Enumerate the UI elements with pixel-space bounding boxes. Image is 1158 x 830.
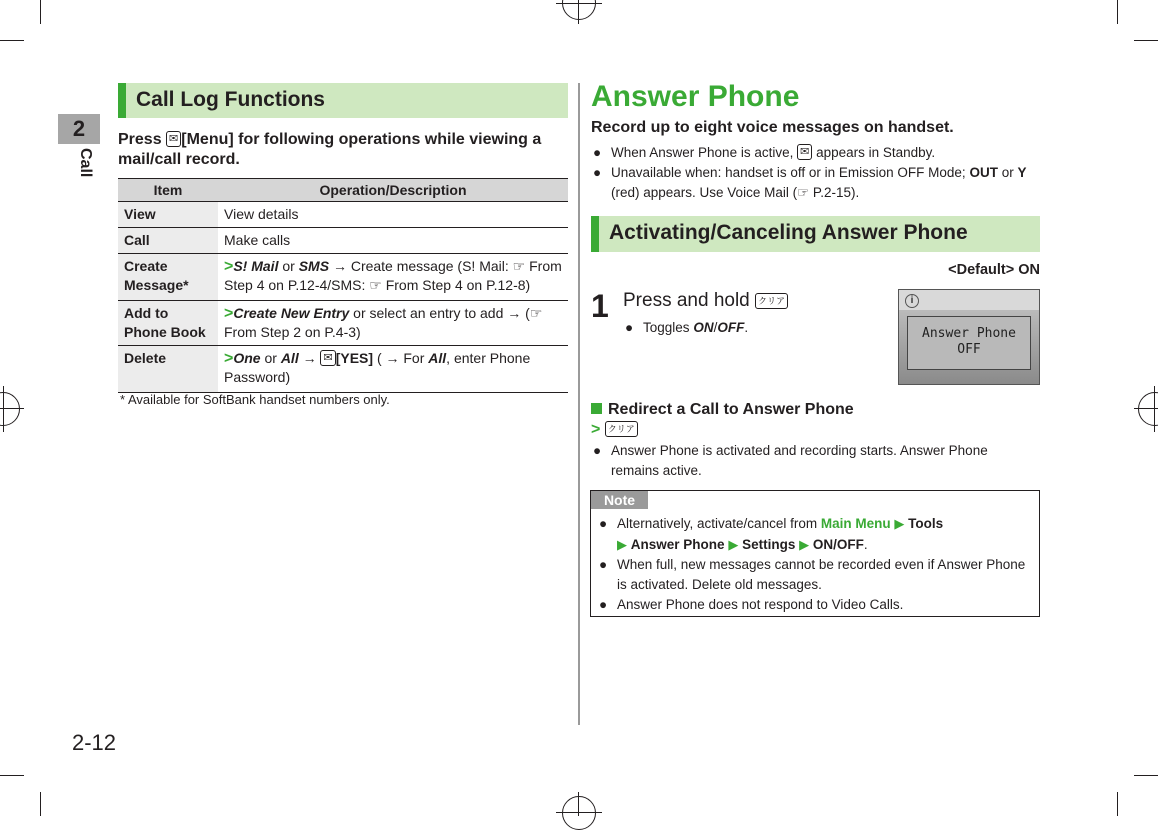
triangle-icon: ▶ <box>894 516 905 531</box>
bullet-end: . <box>744 320 749 335</box>
intro-rest: [Menu] for following operations while viewing a mail/call record. <box>118 131 542 168</box>
desc-part: SMS <box>298 258 330 274</box>
lead-text: Record up to eight voice messages on handset. <box>591 119 954 136</box>
table-row <box>118 202 568 228</box>
menu-path-onoff: ON/OFF <box>812 537 864 552</box>
clear-key-icon: クリア <box>605 421 638 437</box>
chapter-number: 2 <box>58 114 100 144</box>
row-item: Add to Phone Book <box>118 301 218 346</box>
operations-table <box>118 178 568 393</box>
bullet-text: appears in Standby. <box>816 145 936 160</box>
row-desc <box>218 254 568 301</box>
desc-part: All <box>280 350 299 366</box>
arrow-icon: > <box>224 258 234 275</box>
triangle-icon: ▶ <box>728 537 739 552</box>
square-bullet-icon <box>591 403 602 414</box>
section-title-call-log: Call Log Functions <box>118 83 568 118</box>
row-item: View <box>118 202 218 228</box>
crop-mark <box>0 775 24 776</box>
clear-key-icon: クリア <box>755 293 788 309</box>
bullet-slash: / <box>713 320 718 335</box>
redirect-step <box>591 421 638 439</box>
header-desc: Operation/Description <box>218 179 568 202</box>
step-text <box>623 290 788 312</box>
step-number: 1 <box>591 288 609 324</box>
triangle-icon: ▶ <box>617 537 627 552</box>
desc-part: or <box>282 258 295 274</box>
bullet-text: Toggles <box>643 320 690 335</box>
bullet-toggles <box>625 318 885 338</box>
header-item: Item <box>118 179 218 202</box>
crop-mark <box>1134 40 1158 41</box>
intro-text <box>118 130 558 170</box>
bullet-icon: ● <box>593 443 602 458</box>
desc-part: or select an entry to add → (☞ From Step 2 on P.4-3) <box>224 305 543 340</box>
table-row <box>118 254 568 301</box>
screen-line1: Answer Phone <box>922 326 1016 341</box>
answer-phone-indicator-icon: ✉ <box>797 144 812 160</box>
desc-part: → Create message (S! Mail: ☞ From Step 4 on P.12-4/SMS: ☞ From Step 4 on P.12-8) <box>224 258 562 293</box>
bullet-text: Answer Phone is activated and recording starts. Answer Phone remains active. <box>611 443 988 478</box>
desc-part: ( → For <box>376 350 425 366</box>
registration-mark <box>1138 392 1158 426</box>
desc-part: S! Mail <box>233 258 279 274</box>
table-row <box>118 346 568 393</box>
registration-mark <box>1154 386 1155 432</box>
row-desc: Make calls <box>218 228 568 254</box>
mail-key-icon: ✉ <box>320 350 335 366</box>
bullet-icon: ● <box>625 320 634 335</box>
note-text: When full, new messages cannot be recorded even if Answer Phone is activated. Delete old messages. <box>617 557 1026 592</box>
menu-path-settings: Settings <box>742 537 796 552</box>
redirect-title-text: Redirect a Call to Answer Phone <box>608 401 854 418</box>
bullet-text: Unavailable when: handset is off or in Emission OFF Mode; <box>611 165 966 180</box>
bullet-off: OFF <box>717 320 745 335</box>
crop-mark <box>40 792 41 816</box>
phone-screenshot <box>898 289 1040 385</box>
bullet-redirect <box>593 441 1033 481</box>
bullet-icon: ● <box>593 145 602 160</box>
desc-part: [YES] <box>335 350 374 366</box>
table-header-row <box>118 179 568 202</box>
registration-mark <box>556 3 602 4</box>
crop-mark <box>1134 775 1158 776</box>
crop-mark <box>0 40 24 41</box>
bullet-text: or <box>1001 165 1014 180</box>
row-desc <box>218 301 568 346</box>
row-desc <box>218 346 568 393</box>
note-text: Alternatively, activate/cancel from <box>617 516 818 531</box>
desc-part: , enter Phone Password) <box>224 350 531 385</box>
bullet-icon: ● <box>593 165 602 180</box>
info-icon: i <box>905 294 919 308</box>
note-box <box>590 490 1040 617</box>
note-bullet <box>599 595 1029 615</box>
bullet-icon: ● <box>599 516 608 531</box>
row-item: Create Message* <box>118 254 218 301</box>
screen-line2: OFF <box>957 342 981 357</box>
out-of-service-icon: OUT <box>969 165 998 180</box>
table-row <box>118 228 568 254</box>
page-title: Answer Phone <box>591 80 800 113</box>
bullet-text: (red) appears. Use Voice Mail (☞ P.2-15). <box>611 185 860 200</box>
menu-path-main: Main Menu <box>820 516 891 531</box>
bullet-standby <box>593 143 1033 163</box>
default-value: <Default> ON <box>948 262 1040 278</box>
screen-topbar <box>899 290 1039 310</box>
arrow-icon: > <box>224 305 234 322</box>
note-bullet <box>599 513 1029 555</box>
row-item: Call <box>118 228 218 254</box>
menu-path-tools: Tools <box>908 516 944 531</box>
note-end: . <box>863 537 868 552</box>
antenna-icon: Y <box>1017 165 1027 180</box>
crop-mark <box>40 0 41 24</box>
registration-mark <box>556 812 602 813</box>
arrow-icon: > <box>591 421 601 438</box>
bullet-unavailable <box>593 163 1033 203</box>
redirect-title <box>591 401 854 419</box>
menu-path-ap: Answer Phone <box>630 537 725 552</box>
step-label: Press and hold <box>623 290 750 311</box>
chapter-label: Call <box>77 148 94 178</box>
page-number: 2-12 <box>72 730 117 755</box>
registration-mark <box>562 796 596 830</box>
desc-part: → <box>302 350 317 366</box>
bullet-text: When Answer Phone is active, <box>611 145 794 160</box>
crop-mark <box>1117 792 1118 816</box>
row-item: Delete <box>118 346 218 393</box>
row-desc: View details <box>218 202 568 228</box>
column-divider <box>578 83 580 725</box>
bullet-icon: ● <box>599 557 608 572</box>
intro-press: Press <box>118 131 162 148</box>
desc-part: Create New Entry <box>233 305 350 321</box>
mail-key-icon: ✉ <box>166 131 181 147</box>
arrow-icon: > <box>224 350 234 367</box>
screen-dialog <box>907 316 1031 370</box>
bullet-icon: ● <box>599 597 608 612</box>
triangle-icon: ▶ <box>799 537 810 552</box>
table-row <box>118 301 568 346</box>
note-tag: Note <box>591 491 648 509</box>
bullet-on: ON <box>693 320 714 335</box>
crop-mark <box>1117 0 1118 24</box>
desc-part: One <box>233 350 261 366</box>
desc-part: All <box>428 350 447 366</box>
note-bullet <box>599 555 1029 595</box>
desc-part: or <box>264 350 277 366</box>
note-text: Answer Phone does not respond to Video Calls. <box>617 597 904 612</box>
registration-mark <box>3 386 4 432</box>
section-title-activating: Activating/Canceling Answer Phone <box>591 216 1040 252</box>
footnote: * Available for SoftBank handset numbers only. <box>120 392 390 407</box>
